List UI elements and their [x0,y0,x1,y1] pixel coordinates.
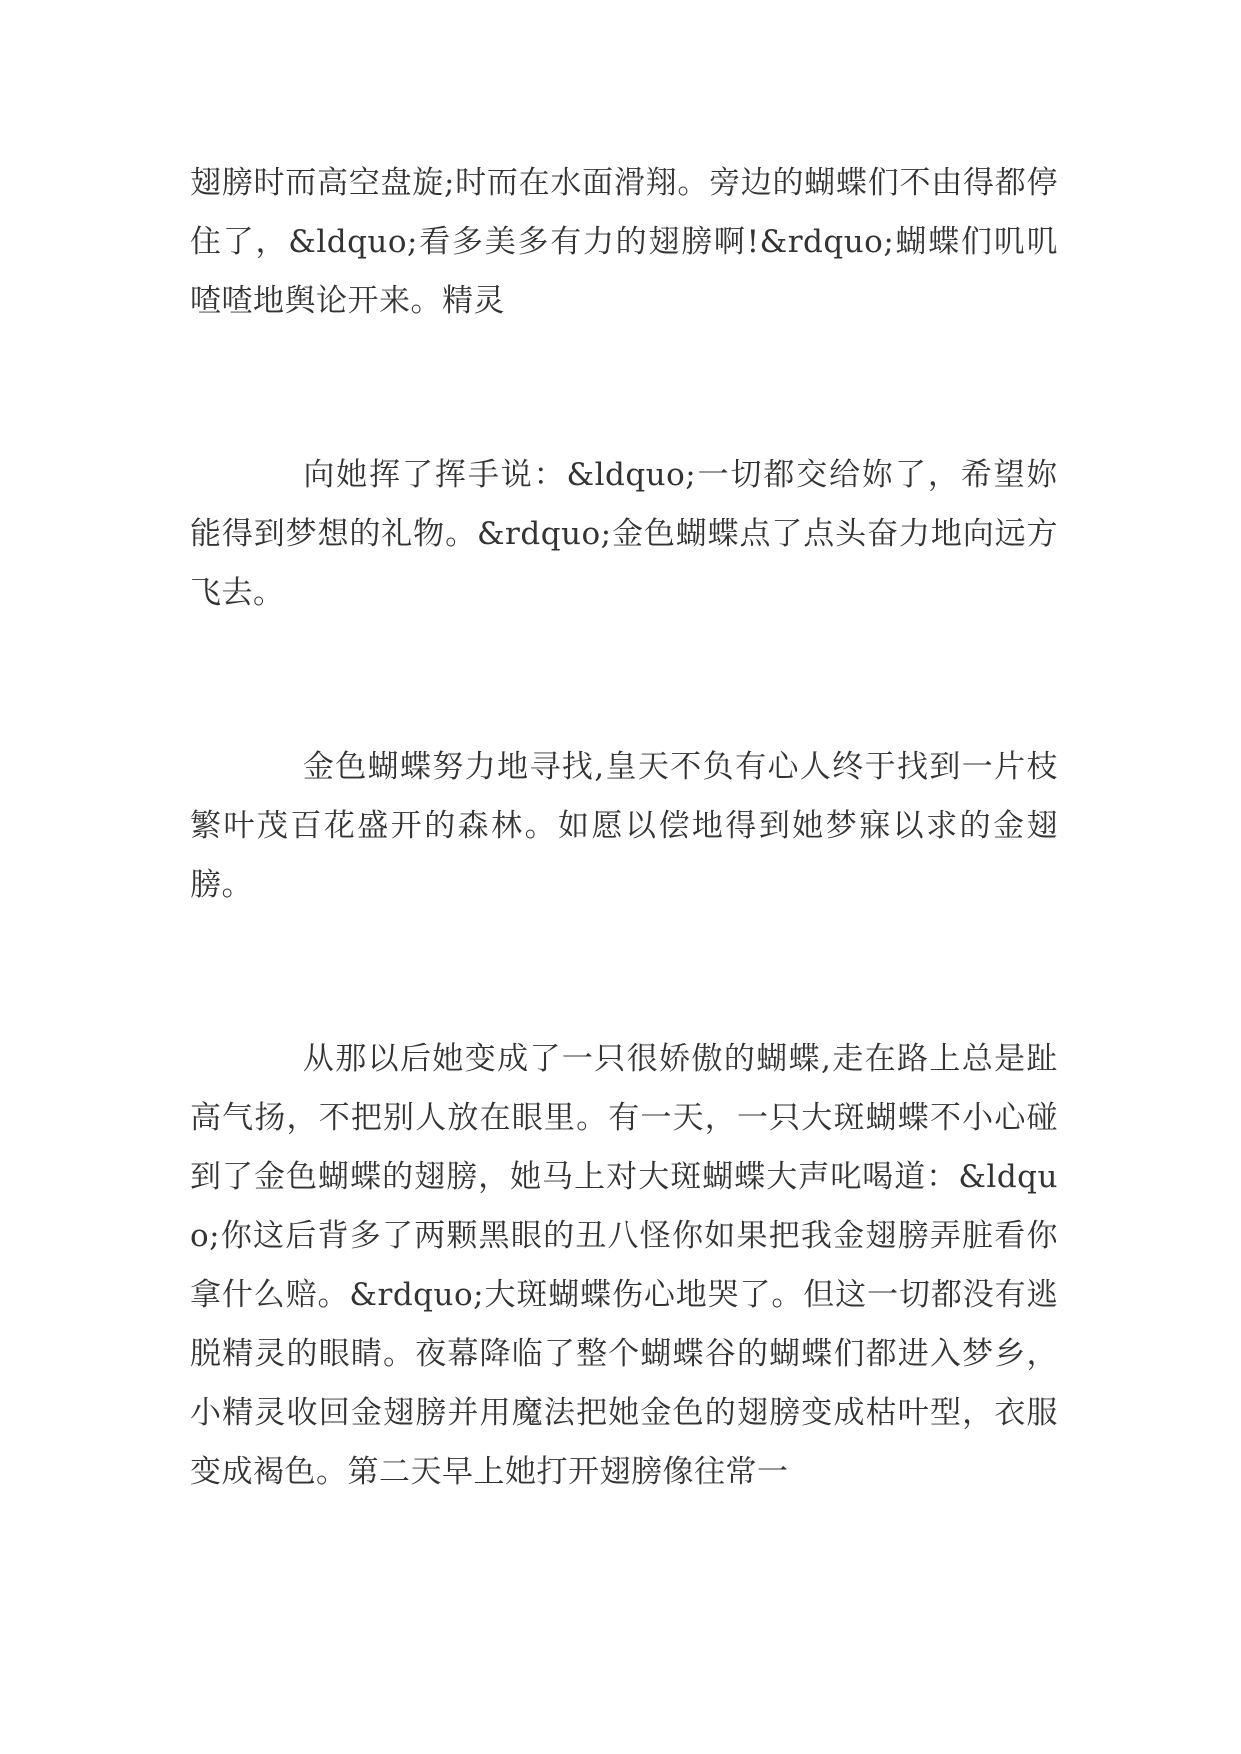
paragraph-2 [190,446,1058,623]
paragraph-3-text: 金色蝴蝶努力地寻找,皇天不负有心人终于找到一片枝繁叶茂百花盛开的森林。如愿以偿地得到她梦寐以求的金翅膀。 [190,749,1058,903]
paragraph-4-text: 从那以后她变成了一只很娇傲的蝴蝶,走在路上总是趾高气扬，不把别人放在眼里。有一天，一只大斑蝴蝶不小心碰到了金色蝴蝶的翅膀，她马上对大斑蝴蝶大声叱喝道：&ldquo;你这后背多了两颗黑眼的丑八怪你如果把我金翅膀弄脏看你拿什么赔。&rdquo;大斑蝴蝶伤心地哭了。但这一切都没有逃脱精灵的眼睛。夜幕降临了整个蝴蝶谷的蝴蝶们都进入梦乡，小精灵收回金翅膀并用魔法把她金色的翅膀变成枯叶型，衣服变成褐色。第二天早上她打开翅膀像往常一 [190,1041,1058,1490]
paragraph-4 [190,1030,1058,1502]
paragraph-3 [190,738,1058,915]
paragraph-2-text: 向她挥了挥手说：&ldquo;一切都交给妳了，希望妳能得到梦想的礼物。&rdquo;金色蝴蝶点了点头奋力地向远方飞去。 [190,457,1058,611]
paragraph-1-text: 翅膀时而高空盘旋;时而在水面滑翔。旁边的蝴蝶们不由得都停住了，&ldquo;看多美多有力的翅膀啊!&rdquo;蝴蝶们叽叽喳喳地舆论开来。精灵 [190,165,1058,319]
paragraph-1 [190,154,1058,331]
